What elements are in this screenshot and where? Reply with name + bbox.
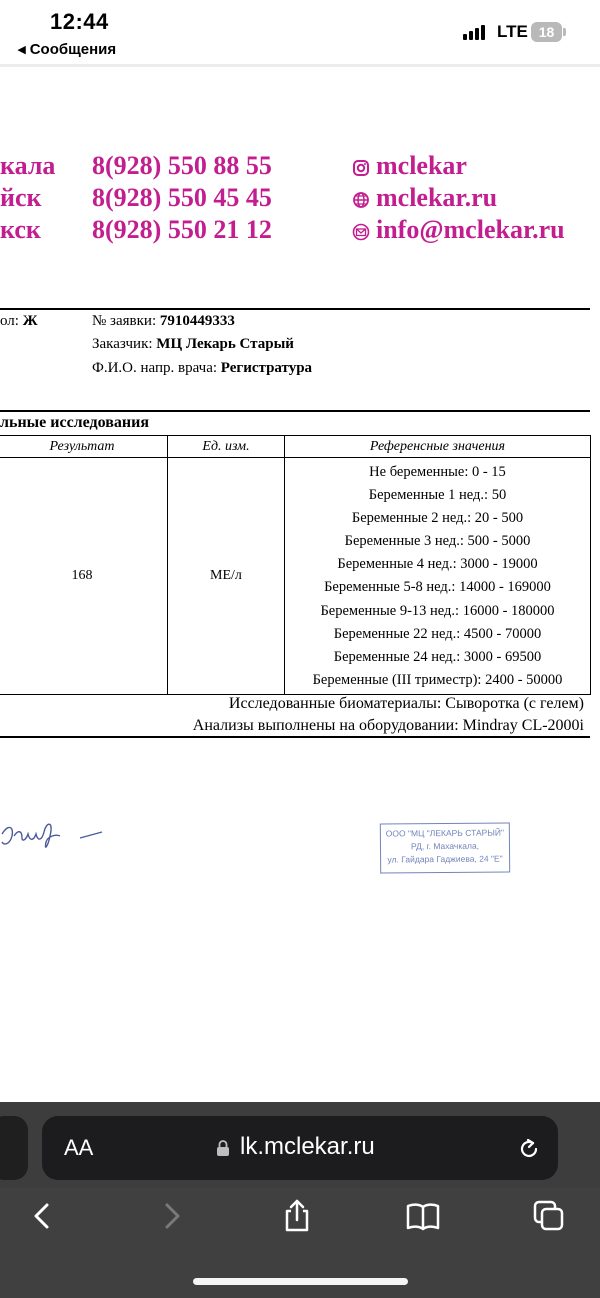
mail-icon (352, 223, 370, 241)
bookmarks-icon[interactable] (405, 1198, 441, 1234)
section-title: льные исследования (0, 414, 149, 431)
reader-settings-button[interactable] (64, 1135, 93, 1161)
address-area (0, 1102, 600, 1188)
reference-item: Беременные 9-13 нед.: 16000 - 180000 (320, 602, 555, 619)
contact-phone-3: 8(928) 550 21 12 (92, 215, 272, 244)
doctor-signature (0, 812, 110, 872)
meta-divider (0, 410, 590, 412)
reference-item: Беременные 5-8 нед.: 14000 - 169000 (324, 579, 551, 596)
document-view[interactable] (0, 67, 600, 1102)
browser-chrome (0, 1102, 600, 1298)
tabs-icon[interactable] (531, 1198, 567, 1234)
reference-item: Не беременные: 0 - 15 (369, 464, 506, 480)
reference-item: Беременные 24 нед.: 3000 - 69500 (333, 648, 542, 665)
biomaterial-note: Исследованные биоматериалы: Сыворотка (с гелем) (228, 695, 584, 712)
back-arrow-icon[interactable] (24, 1198, 60, 1234)
network-type: LTE (497, 22, 528, 41)
forward-arrow-icon[interactable] (154, 1198, 190, 1234)
status-time: 12:44 (50, 9, 109, 34)
contact-link-1: mclekar (376, 151, 467, 180)
url-text[interactable]: lk.mclekar.ru (240, 1133, 375, 1160)
contact-city-3: кск (0, 215, 41, 244)
footer-divider (0, 736, 590, 738)
lock-icon (216, 1139, 230, 1157)
back-to-messages-link[interactable]: ◂ Сообщения (18, 41, 117, 58)
battery-icon: 18 (531, 22, 562, 42)
doctor-label: Ф.И.О. напр. врача: (92, 360, 218, 376)
order-value: 7910449333 (159, 313, 235, 329)
reference-item: Беременные (III триместр): 2400 - 50000 (312, 671, 563, 688)
signal-strength-icon (463, 24, 491, 40)
home-indicator[interactable] (193, 1278, 408, 1285)
reference-item: Беременные 1 нед.: 50 (368, 487, 507, 504)
doctor-value: Регистратура (220, 360, 313, 376)
header-divider (0, 308, 590, 310)
col-header-result: Результат (0, 436, 168, 458)
order-field (92, 313, 235, 330)
reference-item: Беременные 22 нед.: 4500 - 70000 (333, 625, 542, 642)
stamp-line-3: ул. Гайдара Гаджиева, 24 "Е" (387, 853, 503, 865)
share-icon[interactable] (279, 1198, 315, 1234)
stamp-line-2: РД, г. Махачкала, (410, 840, 480, 852)
col-header-reference: Референсные значения (285, 436, 591, 458)
results-table (0, 435, 591, 695)
table-header-row (0, 436, 591, 458)
contact-city-2: йск (0, 183, 42, 212)
battery-tip (563, 28, 566, 36)
contact-link-2: mclekar.ru (376, 183, 498, 212)
reference-item: Беременные 2 нед.: 20 - 500 (351, 510, 524, 527)
previous-tab-preview[interactable] (0, 1116, 28, 1180)
col-header-unit: Ед. изм. (168, 436, 285, 458)
status-bar (0, 0, 600, 66)
table-row (0, 458, 591, 695)
order-label: № заявки: (92, 313, 157, 329)
contact-phone-1: 8(928) 550 88 55 (92, 151, 272, 180)
result-value: 168 (0, 458, 168, 695)
contact-city-1: кала (0, 151, 56, 180)
aa-label: AA (64, 1135, 94, 1160)
reference-item: Беременные 4 нед.: 3000 - 19000 (337, 556, 538, 573)
reload-icon[interactable] (516, 1136, 542, 1162)
reference-values (285, 458, 591, 695)
sex-label: ол: (0, 313, 19, 329)
reference-item: Беременные 3 нед.: 500 - 5000 (344, 533, 531, 550)
customer-label: Заказчик: (92, 336, 153, 352)
customer-field (92, 336, 294, 353)
address-bar[interactable] (42, 1116, 558, 1180)
instagram-icon (352, 159, 370, 177)
customer-value: МЦ Лекарь Старый (156, 336, 294, 352)
contact-link-3: info@mclekar.ru (376, 215, 565, 244)
sex-value: Ж (22, 313, 38, 329)
equipment-note: Анализы выполнены на оборудовании: Mindray CL-2000i (192, 717, 584, 734)
organization-stamp (380, 822, 510, 873)
sex-field (0, 313, 38, 330)
contact-phone-2: 8(928) 550 45 45 (92, 183, 272, 212)
unit-value: МЕ/л (168, 458, 285, 695)
doctor-field (92, 360, 312, 377)
globe-icon (352, 191, 370, 209)
stamp-line-1: ООО "МЦ "ЛЕКАРЬ СТАРЫЙ" (385, 827, 505, 839)
